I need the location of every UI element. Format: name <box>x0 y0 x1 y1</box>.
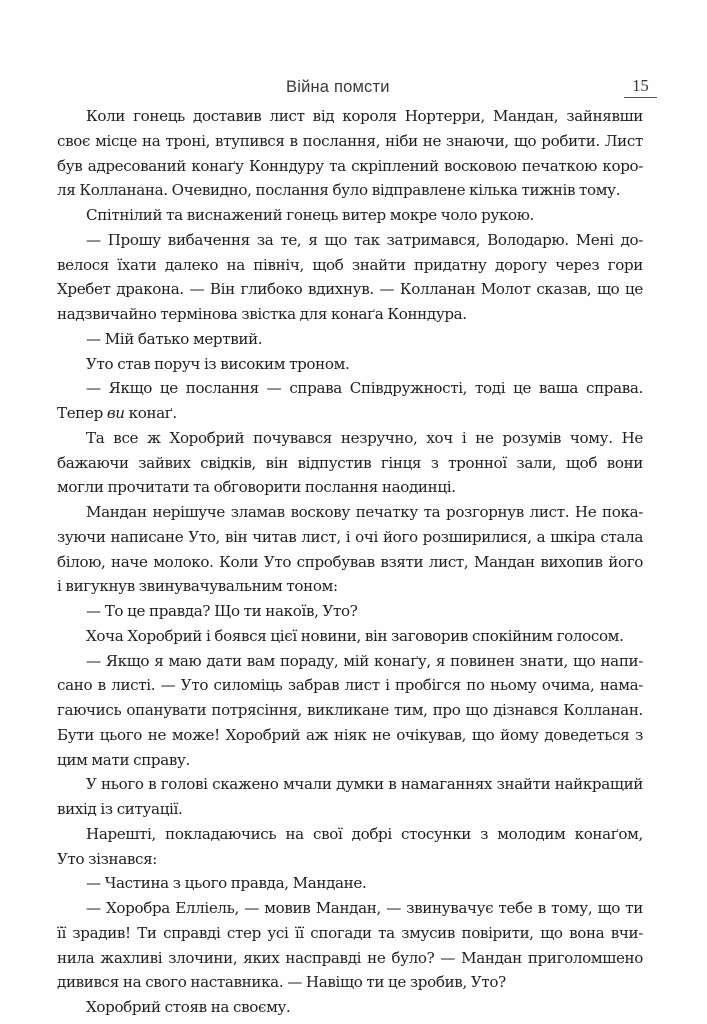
text-line: дивився на свого наставника. — Навіщо ти це зробив, Уто? <box>57 973 506 992</box>
text-segment: Тепер <box>57 404 107 422</box>
text-line: і вигукнув звинувачувальним тоном: <box>57 577 338 596</box>
text-line: вихід із ситуації. <box>57 800 183 818</box>
text-line: Хоча Хоробрий і боявся цієї новини, він заговорив спокійним голосом. <box>86 626 624 645</box>
text-line: своє місце на троні, втупився в послання, ніби не знаючи, що робити. Лист <box>57 131 643 150</box>
text-line: гаючись опанувати потрясіння, викликане тим, про що дізнався Колланан. <box>57 701 643 719</box>
text-line: — Мій батько мертвий. <box>86 329 263 348</box>
text-line: ля Колланана. Очевидно, послання було відправлене кілька тижнів тому. <box>57 181 621 200</box>
text-line: Спітнілий та виснажений гонець витер мокре чоло рукою. <box>86 206 534 224</box>
text-line: — Прошу вибачення за те, я що так затримався, Володарю. Мені до- <box>86 230 643 249</box>
text-line: — Частина з цього правда, Мандане. <box>86 874 367 893</box>
running-header <box>0 76 707 100</box>
text-line: зуючи написане Уто, він читав лист, і очі його розширилися, а шкіра стала <box>57 527 643 546</box>
text-line: велося їхати далеко на північ, щоб знайти придатну дорогу через гори <box>57 255 643 274</box>
text-line: — Хоробра Елліель, — мовив Мандан, — звинувачує тебе в тому, що ти <box>86 899 643 917</box>
body-text <box>57 104 643 1020</box>
text-line: Мандан нерішуче зламав воскову печатку та розгорнув лист. Не пока- <box>86 503 643 521</box>
text-line: Хребет дракона. — Він глибоко вдихнув. — Колланан Молот сказав, що це <box>57 280 643 299</box>
text-line: Коли гонець доставив лист від короля Нортерри, Мандан, зайнявши <box>86 107 643 125</box>
text-line: білою, наче молоко. Коли Уто спробував взяти лист, Мандан вихопив його <box>57 552 643 571</box>
text-line: Нарешті, покладаючись на свої добрі стосунки з молодим конаґом, <box>86 824 643 843</box>
text-line <box>57 401 643 426</box>
text-segment: конаґ. <box>124 404 177 422</box>
emphasis-text: ви <box>106 404 125 422</box>
text-line: Бути цього не може! Хоробрий аж ніяк не очікував, що йому доведеться з <box>57 725 643 744</box>
text-line: — То це правда? Що ти накоїв, Уто? <box>86 602 358 620</box>
text-line: був адресований конаґу Конндуру та скріплений восковою печаткою коро- <box>57 156 643 175</box>
text-line: — Якщо я маю дати вам пораду, мій конаґу, я повинен знати, що напи- <box>86 651 643 670</box>
text-line: надзвичайно термінова звістка для конаґа Конндура. <box>57 305 467 323</box>
page-number: 15 <box>624 76 657 98</box>
text-line: Уто зізнався: <box>57 849 158 868</box>
text-line: Та все ж Хоробрий почувався незручно, хоч і не розумів чому. Не <box>86 428 643 447</box>
text-line: нила жахливі злочини, яких насправді не було? — Мандан приголомшено <box>57 948 643 967</box>
text-line: сано в листі. — Уто силоміць забрав лист і пробігся по ньому очима, нама- <box>57 676 643 695</box>
text-line: — Якщо це послання — справа Співдружності, тоді це ваша справа. <box>86 379 643 398</box>
text-line: Хоробрий стояв на своєму. <box>86 998 291 1016</box>
text-line: її зрадив! Ти справді стер усі її спогади та змусив повірити, що вона вчи- <box>57 923 643 942</box>
text-line: цим мати справу. <box>57 750 191 769</box>
running-title: Війна помсти <box>286 78 390 96</box>
text-line: могли прочитати та обговорити послання наодинці. <box>57 478 456 497</box>
text-line: У нього в голові скажено мчали думки в намаганнях знайти найкращий <box>86 775 643 794</box>
text-line: бажаючи зайвих свідків, він відпустив гінця з тронної зали, щоб вони <box>57 453 643 472</box>
text-line: Уто став поруч із високим троном. <box>86 354 350 373</box>
